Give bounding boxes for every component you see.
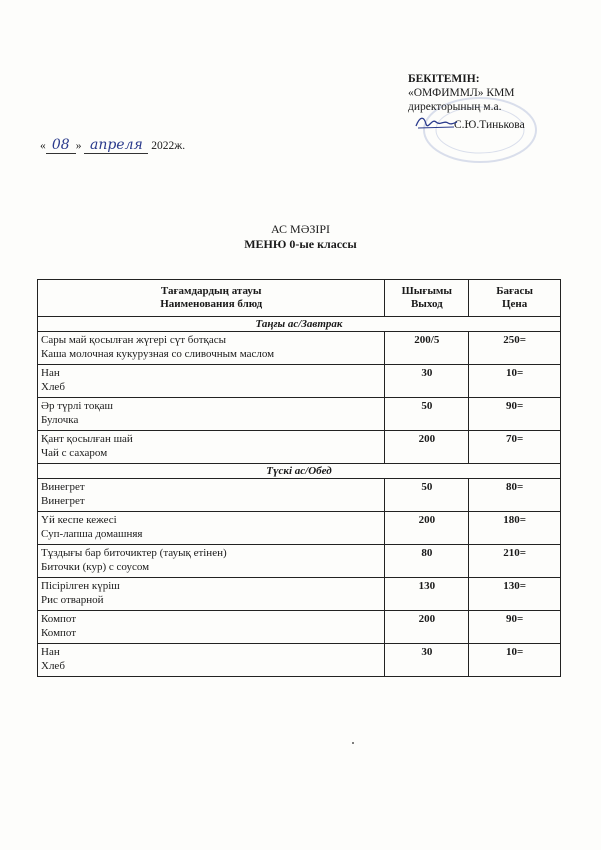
table-row bbox=[38, 578, 561, 611]
dish-name-cell bbox=[38, 545, 385, 578]
header-dish-name-ru: Наименования блюд bbox=[160, 298, 263, 310]
dish-name-ru: Суп-лапша домашняя bbox=[41, 528, 143, 540]
signature-image bbox=[414, 114, 458, 132]
table-row bbox=[38, 512, 561, 545]
yield-cell: 200 bbox=[385, 611, 469, 644]
dish-name-kz: Қант қосылған шай bbox=[41, 433, 133, 445]
table-row bbox=[38, 545, 561, 578]
header-yield-ru: Выход bbox=[410, 298, 443, 310]
table-row bbox=[38, 332, 561, 365]
dish-name-kz: Пісірілген күріш bbox=[41, 580, 120, 592]
table-header-row bbox=[38, 280, 561, 317]
dish-name-kz: Үй кеспе кежесі bbox=[41, 514, 117, 526]
price-cell: 70= bbox=[469, 431, 561, 464]
header-price bbox=[469, 280, 561, 317]
section-row bbox=[38, 464, 561, 479]
dish-name-kz: Сары май қосылған жүгері сүт ботқасы bbox=[41, 334, 227, 346]
table-row bbox=[38, 479, 561, 512]
dish-name-kz: Нан bbox=[41, 367, 60, 379]
approval-heading: БЕКІТЕМІН: bbox=[408, 73, 480, 85]
menu-title-ru: МЕНЮ 0-ые классы bbox=[244, 237, 357, 251]
menu-title-kz: АС МӘЗІРІ bbox=[270, 222, 331, 236]
dish-name-kz: Әр түрлі тоқаш bbox=[41, 400, 114, 412]
header-yield bbox=[385, 280, 469, 317]
yield-cell: 200 bbox=[385, 512, 469, 545]
yield-cell: 30 bbox=[385, 644, 469, 677]
dish-name-cell bbox=[38, 611, 385, 644]
header-price-kz: Бағасы bbox=[496, 285, 533, 297]
menu-title bbox=[0, 222, 601, 252]
header-price-ru: Цена bbox=[501, 298, 528, 310]
dish-name-cell bbox=[38, 644, 385, 677]
price-cell: 130= bbox=[469, 578, 561, 611]
date-close-quote: » bbox=[75, 140, 82, 152]
date-day: 08 bbox=[46, 137, 76, 154]
dish-name-cell bbox=[38, 578, 385, 611]
section-title: Түскі ас/Обед bbox=[38, 464, 561, 479]
dish-name-cell bbox=[38, 431, 385, 464]
table-row bbox=[38, 365, 561, 398]
dish-name-ru: Рис отварной bbox=[41, 594, 104, 606]
date-open-quote: « bbox=[40, 140, 46, 152]
yield-cell: 50 bbox=[385, 398, 469, 431]
yield-cell: 130 bbox=[385, 578, 469, 611]
dish-name-kz: Нан bbox=[41, 646, 60, 658]
dish-name-kz: Тұздығы бар биточиктер (тауық етінен) bbox=[41, 547, 227, 559]
approval-org: «ОМФИММЛ» КММ bbox=[408, 87, 515, 99]
price-cell: 10= bbox=[469, 644, 561, 677]
scan-speck bbox=[352, 742, 354, 744]
yield-cell: 200/5 bbox=[385, 332, 469, 365]
dish-name-cell bbox=[38, 365, 385, 398]
dish-name-ru: Компот bbox=[41, 627, 77, 639]
dish-name-cell bbox=[38, 479, 385, 512]
date-month: апреля bbox=[84, 137, 148, 154]
dish-name-ru: Чай с сахаром bbox=[41, 447, 108, 459]
dish-name-kz: Компот bbox=[41, 613, 77, 625]
price-cell: 210= bbox=[469, 545, 561, 578]
price-cell: 90= bbox=[469, 611, 561, 644]
table-row bbox=[38, 398, 561, 431]
yield-cell: 80 bbox=[385, 545, 469, 578]
price-cell: 180= bbox=[469, 512, 561, 545]
table-row bbox=[38, 644, 561, 677]
approval-name: С.Ю.Тинькова bbox=[454, 119, 525, 131]
price-cell: 10= bbox=[469, 365, 561, 398]
price-cell: 250= bbox=[469, 332, 561, 365]
dish-name-cell bbox=[38, 512, 385, 545]
price-cell: 90= bbox=[469, 398, 561, 431]
yield-cell: 30 bbox=[385, 365, 469, 398]
dish-name-ru: Хлеб bbox=[41, 381, 65, 393]
dish-name-ru: Булочка bbox=[41, 414, 79, 426]
yield-cell: 200 bbox=[385, 431, 469, 464]
header-dish-name bbox=[38, 280, 385, 317]
approval-position: директорының м.а. bbox=[408, 101, 502, 113]
dish-name-ru: Биточки (кур) с соусом bbox=[41, 561, 150, 573]
date-year: 2022ж. bbox=[151, 140, 186, 152]
dish-name-ru: Каша молочная кукурузная со сливочным маслом bbox=[41, 348, 275, 360]
yield-cell: 50 bbox=[385, 479, 469, 512]
dish-name-cell bbox=[38, 332, 385, 365]
section-row bbox=[38, 317, 561, 332]
menu-table bbox=[37, 279, 561, 677]
header-dish-name-kz: Тағамдардың атауы bbox=[160, 285, 262, 297]
dish-name-ru: Винегрет bbox=[41, 495, 85, 507]
header-yield-kz: Шығымы bbox=[401, 285, 452, 297]
dish-name-ru: Хлеб bbox=[41, 660, 65, 672]
dish-name-cell bbox=[38, 398, 385, 431]
document-date bbox=[40, 137, 185, 154]
section-title: Таңғы ас/Завтрак bbox=[38, 317, 561, 332]
table-row bbox=[38, 431, 561, 464]
price-cell: 80= bbox=[469, 479, 561, 512]
table-row bbox=[38, 611, 561, 644]
dish-name-kz: Винегрет bbox=[41, 481, 85, 493]
